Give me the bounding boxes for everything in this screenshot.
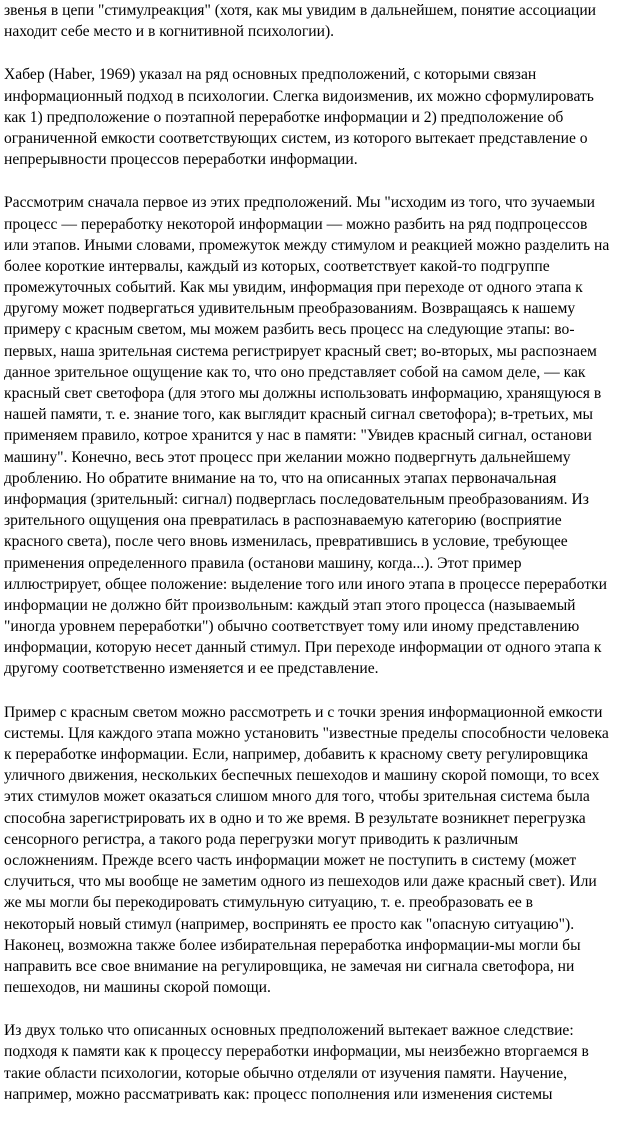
text-line: ограниченной емкости соответствующих систем, из которого вытекает представление о [4,129,588,147]
paragraph [4,1020,616,1105]
text-line: к переработке информации. Если, например, добавить к красному свету регулировщика [4,746,589,763]
text-line: другому может подвергаться удивительным преобразованиям. Возвращаясь к нашему [4,300,576,318]
text-line: информации, которую несет данный стимул. При переходе информации от одного этапа к [4,639,602,657]
text-line: Хабер (Haber, 1969) указал на ряд основных предположений, с которыми связан [4,66,537,84]
text-line: нашей памяти, т. е. знание того, как выглядит красный сигнал светофора); в-третьих, мы [4,406,594,424]
text-line: Из двух только что описанных основных предположений вытекает важное следствие: [4,1022,574,1040]
text-line: звенья в цепи "стимулреакция" (хотя, как мы увидим в дальнейшем, понятие ассоциации [4,2,597,19]
text-line: направить все свое внимание на регулировщика, не замечая ни сигнала светофора, ни [4,957,575,975]
text-line: этих стимулов может оказаться слишом много для того, чтобы зрительная система была [4,788,590,806]
paragraph [4,192,616,679]
text-line: "иногда уровнем переработки") обычно соответствует тому или иному представлению [4,618,580,636]
text-line: например, можно рассматривать как: процесс пополнения или изменения системы [4,1085,553,1103]
text-line: пешеходов, ни машины скорой помощи. [4,979,271,997]
text-line: такие области психологии, которые обычно отделяли от изучения памяти. Научение, [4,1064,568,1082]
text-line: Рассмотрим сначала первое из этих предположений. Мы "исходим из того, что зучаемыи [4,194,596,212]
text-line: красного света), после чего вновь изменилась, превратившись в условие, требующее [4,533,568,551]
text-line: способна зарегистрировать их в одно и то же время. В результате возникнет перегрузка [4,809,586,827]
document-page [4,0,616,1127]
text-line: дроблению. Но обратите внимание на то, что на описанных этапах первоначальная [4,469,557,487]
text-line: системы. Цля каждого этапа можно установить "известные пределы способности человека [4,724,609,742]
text-line: примеру с красным светом, мы можем разбить весь процесс на следующие этапы: во- [4,321,575,339]
text-line: применения определенного правила (останови машину, когда...). Этот пример [4,554,522,572]
text-line: непрерывности процессов переработки информации. [4,151,358,169]
text-line: Пример с красным светом можно рассмотреть и с точки зрения информационной емкости [4,703,603,721]
text-line: осложнениям. Прежде всего часть информации может не поступить в систему (может [4,851,577,869]
text-line: более короткие интервалы, каждый из которых, соответствует какой-то подгруппе [4,257,550,275]
text-line: или этапов. Иными словами, промежуток между стимулом и реакцией можно разделить на [4,236,610,254]
text-line: машину". Конечно, весь этот процесс при желании можно подвергнуть дальнейшему [4,448,571,466]
paragraph [4,0,616,42]
text-line: же мы могли бы перекодировать стимульную ситуацию, т. е. преобразовать ее в [4,894,534,912]
text-line: находит себе место и в когнитивной психологии). [4,23,335,41]
text-line: зрительного ощущения она превратилась в распознаваемую категорию (восприятие [4,512,562,530]
text-line: как 1) предположение о поэтапной переработке информации и 2) предположение об [4,108,564,126]
text-line: случиться, что мы вообще не заметим одного из пешеходов или даже красный свет). Или [4,873,597,891]
text-line: информация (зрительный: сигнал) подверглась последовательным преобразованиям. Из [4,490,589,508]
text-line: красный свет светофора (для этого мы должны использовать информацию, хранящуюся в [4,385,602,402]
text-line: промежуточных событий. Как мы увидим, информация при переходе от одного этапа к [4,279,583,297]
text-line: уличного движения, нескольких беспечных пешеходов и машину скорой помощи, то всех [4,767,600,785]
text-line: иллюстрирует, общее положение: выделение того или иного этапа в процессе переработки [4,575,607,593]
paragraph [4,64,616,170]
text-line: Наконец, возможна также более избирательная переработка информации-мы могли бы [4,936,581,954]
text-line: подходя к памяти как к процессу переработки информации, мы неизбежно вторгаемся в [4,1043,589,1061]
text-line: информационный подход в психологии. Слегка видоизменив, их можно сформулировать [4,87,594,105]
text-line: применяем правило, котрое хранится у нас в памяти: "Увидев красный сигнал, останови [4,427,592,445]
text-line: некоторый новый стимул (например, воспринять ее просто как "опасную ситуацию"). [4,915,575,933]
text-line: первых, наша зрительная система регистрирует красный свет; во-вторых, мы распознаем [4,342,597,360]
text-line: процесс — переработку некоторой информации — можно разбить на ряд подпроцессов [4,215,588,233]
text-line: сенсорного регистра, а такого рода перегрузки могут приводить к различным [4,830,519,848]
text-line: информации не должно бйт произвольным: каждый этап этого процесса (называемый [4,596,576,614]
text-line: другому соответственно изменяется и ее представление. [4,660,379,678]
text-line: данное зрительное ощущение как то, что оно представляет собой на самом деле, — как [4,363,586,381]
